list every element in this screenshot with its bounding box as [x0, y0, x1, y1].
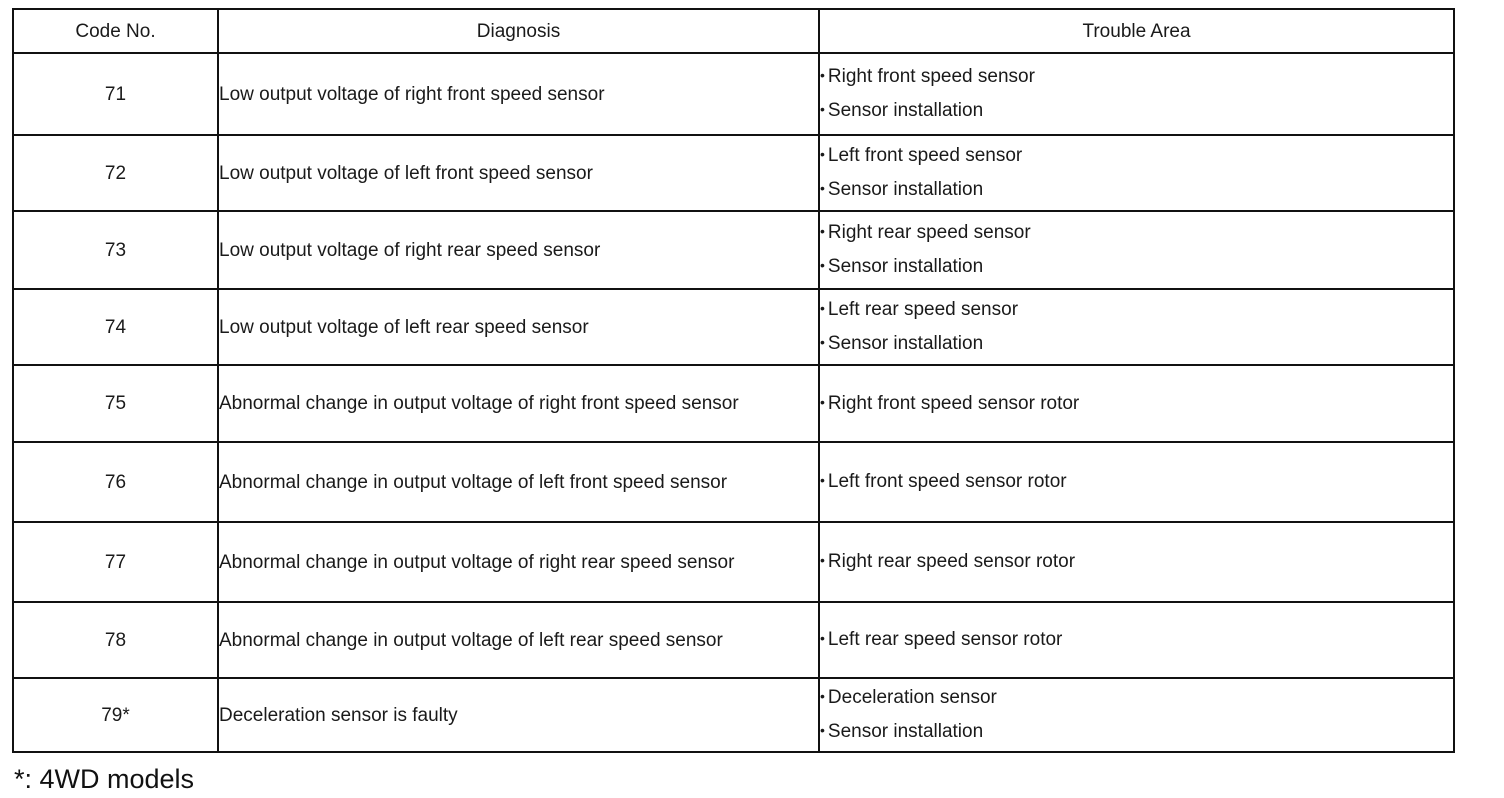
code-cell: 71 [13, 53, 218, 135]
bullet-icon: • [820, 300, 825, 316]
code-cell: 76 [13, 442, 218, 522]
trouble-area-text: Right rear speed sensor rotor [827, 551, 1076, 572]
table-row [13, 678, 1454, 752]
bullet-icon: • [820, 223, 825, 239]
trouble-area-text: Left rear speed sensor rotor [827, 629, 1063, 650]
trouble-area-cell [819, 211, 1454, 289]
trouble-area-item [820, 715, 1453, 749]
trouble-area-cell [819, 53, 1454, 135]
code-cell: 78 [13, 602, 218, 678]
footnote: *: 4WD models [14, 764, 195, 794]
trouble-area-text: Deceleration sensor [827, 687, 997, 708]
trouble-area-cell [819, 522, 1454, 602]
diagnosis-cell: Abnormal change in output voltage of left front speed sensor [218, 442, 819, 522]
bullet-icon: • [820, 472, 825, 488]
table-row [13, 602, 1454, 678]
trouble-area-text: Left rear speed sensor [827, 299, 1019, 320]
trouble-area-item [820, 216, 1453, 250]
header-code: Code No. [13, 9, 218, 53]
trouble-area-item [820, 545, 1453, 579]
code-cell: 75 [13, 365, 218, 442]
header-trouble-area: Trouble Area [819, 9, 1454, 53]
bullet-icon: • [820, 180, 825, 196]
code-cell: 77 [13, 522, 218, 602]
trouble-area-item [820, 250, 1453, 284]
diagnosis-cell: Abnormal change in output voltage of right front speed sensor [218, 365, 819, 442]
diagnosis-cell: Low output voltage of left front speed sensor [218, 135, 819, 211]
trouble-area-item [820, 327, 1453, 361]
trouble-area-text: Sensor installation [827, 333, 984, 354]
trouble-area-text: Sensor installation [827, 179, 984, 200]
trouble-area-text: Left front speed sensor [827, 145, 1023, 166]
diagnosis-cell: Abnormal change in output voltage of left rear speed sensor [218, 602, 819, 678]
trouble-area-text: Right front speed sensor [827, 66, 1035, 87]
trouble-area-text: Right rear speed sensor [827, 222, 1031, 243]
trouble-area-text: Sensor installation [827, 256, 984, 277]
table-row [13, 365, 1454, 442]
bullet-icon: • [820, 257, 825, 273]
bullet-icon: • [820, 101, 825, 117]
table-header-row [13, 9, 1454, 53]
diagnosis-cell: Abnormal change in output voltage of right rear speed sensor [218, 522, 819, 602]
trouble-area-text: Sensor installation [827, 100, 984, 121]
table-row [13, 211, 1454, 289]
table-row [13, 289, 1454, 365]
diagnostic-code-table [12, 8, 1455, 753]
bullet-icon: • [820, 630, 825, 646]
diagnosis-cell: Low output voltage of right rear speed sensor [218, 211, 819, 289]
trouble-area-item [820, 94, 1453, 128]
trouble-area-item [820, 293, 1453, 327]
trouble-area-item [820, 139, 1453, 173]
bullet-icon: • [820, 688, 825, 704]
bullet-icon: • [820, 334, 825, 350]
trouble-area-cell [819, 678, 1454, 752]
trouble-area-item [820, 681, 1453, 715]
trouble-area-text: Right front speed sensor rotor [827, 392, 1080, 414]
header-diagnosis: Diagnosis [218, 9, 819, 53]
trouble-area-cell [819, 135, 1454, 211]
bullet-icon: • [820, 552, 825, 568]
trouble-area-cell [819, 442, 1454, 522]
trouble-area-item [820, 465, 1453, 499]
code-cell: 73 [13, 211, 218, 289]
trouble-area-item [820, 387, 1453, 421]
table-row [13, 442, 1454, 522]
bullet-icon: • [820, 393, 825, 410]
code-cell: 79* [13, 678, 218, 752]
trouble-area-item [820, 623, 1453, 657]
bullet-icon: • [820, 146, 825, 162]
trouble-area-cell [819, 365, 1454, 442]
diagnosis-cell: Deceleration sensor is faulty [218, 678, 819, 752]
diagnosis-cell: Low output voltage of right front speed sensor [218, 53, 819, 135]
trouble-area-text: Left front speed sensor rotor [827, 471, 1067, 492]
bullet-icon: • [820, 722, 825, 738]
diagnosis-cell: Low output voltage of left rear speed sensor [218, 289, 819, 365]
bullet-icon: • [820, 67, 825, 83]
table-row [13, 135, 1454, 211]
trouble-area-item [820, 60, 1453, 94]
trouble-area-item [820, 173, 1453, 207]
trouble-area-cell [819, 602, 1454, 678]
table-row [13, 522, 1454, 602]
code-cell: 72 [13, 135, 218, 211]
table-row [13, 53, 1454, 135]
code-cell: 74 [13, 289, 218, 365]
trouble-area-text: Sensor installation [827, 721, 984, 742]
trouble-area-cell [819, 289, 1454, 365]
